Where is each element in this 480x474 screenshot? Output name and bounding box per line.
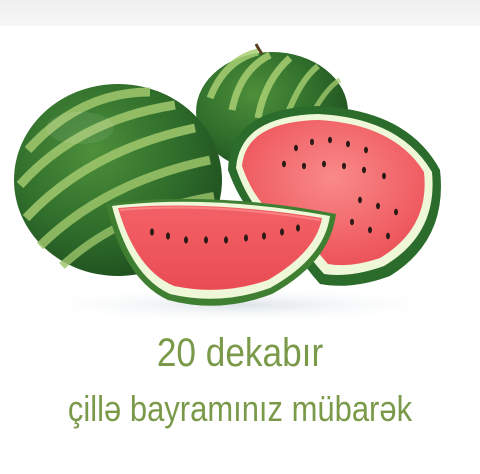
caption-date: 20 dekabır (156, 331, 324, 375)
caption-greeting: çillə bayramınız mübarək (67, 388, 413, 429)
